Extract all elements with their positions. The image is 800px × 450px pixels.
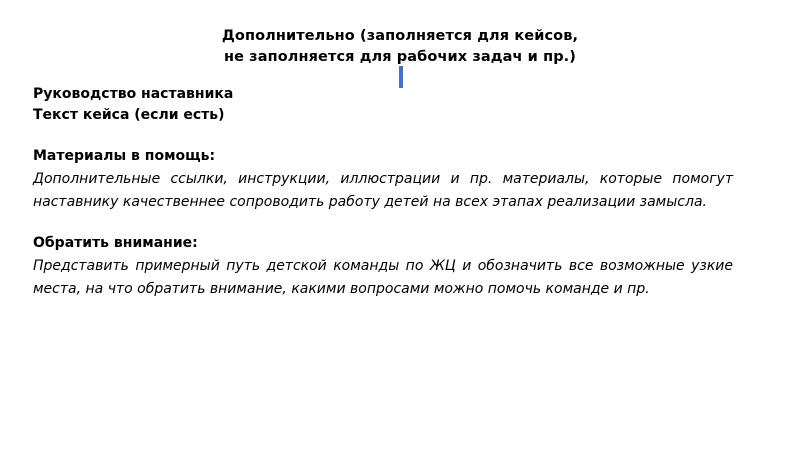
section-heading-attention: Обратить внимание: — [33, 235, 198, 252]
section-heading-materials: Материалы в помощь: — [33, 148, 216, 164]
slide-body — [33, 84, 733, 301]
section-text-materials: Дополнительные ссылки, инструкции, иллюстрации и пр. материалы, которые помогут наставнику качественнее сопроводить работу детей на всех этапах реализации замысла. — [33, 171, 733, 210]
title-line-2: не заполняется для рабочих задач и пр.) — [223, 49, 577, 66]
section-text-attention: Представить примерный путь детской команды по ЖЦ и обозначить все возможные узкие места, на что обратить внимание, какими вопросами можно помочь команде и пр. — [33, 258, 733, 298]
title-line-1: Дополнительно (заполняется для кейсов, — [221, 28, 579, 44]
body-line-mentor-guide: Руководство наставника — [33, 86, 234, 102]
body-line-case-text: Текст кейса (если есть) — [33, 107, 225, 123]
slide-title — [100, 26, 700, 68]
